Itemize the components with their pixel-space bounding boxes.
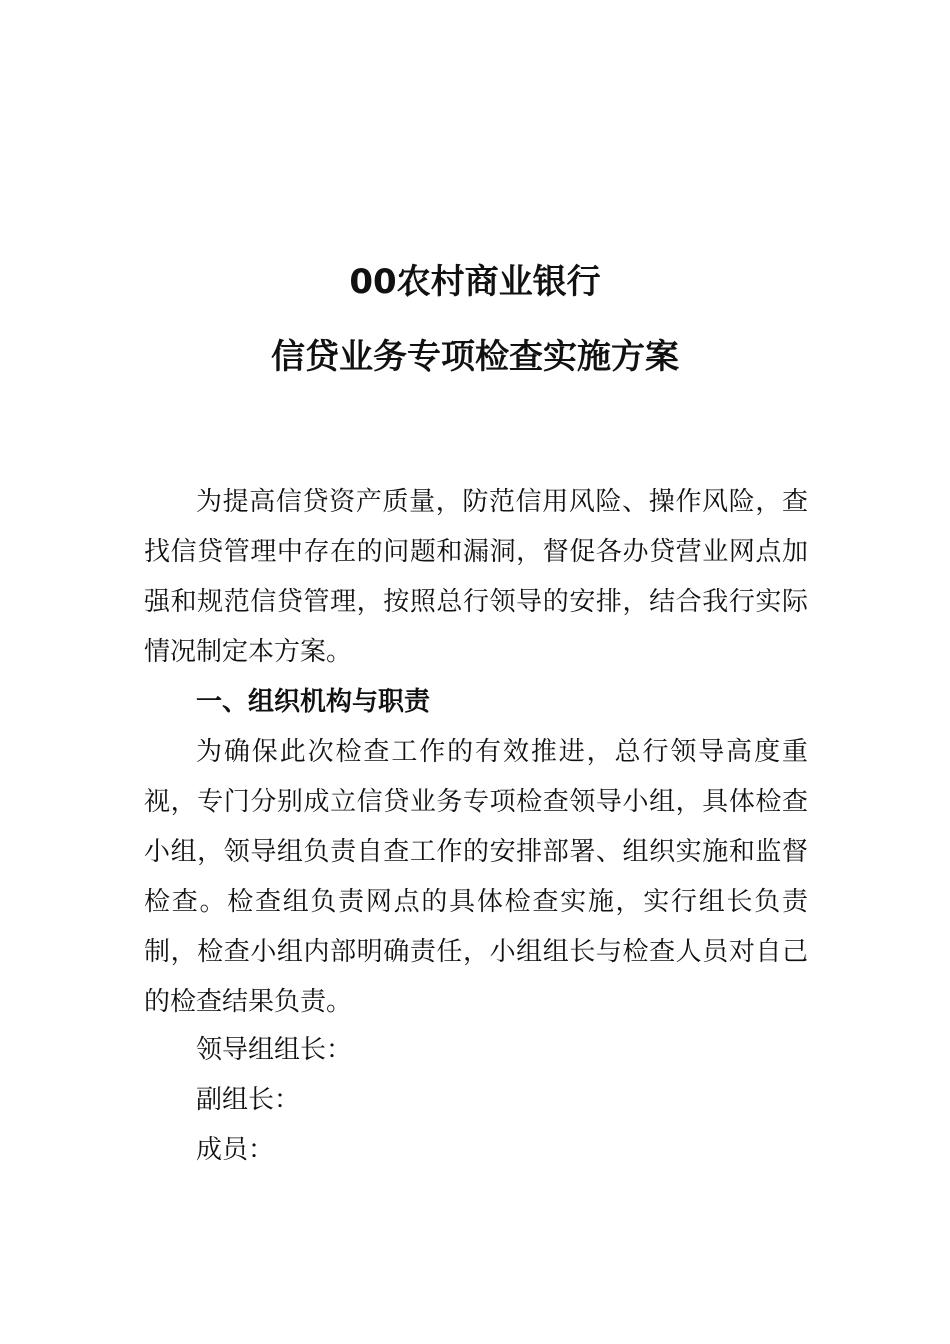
deputy-field-label: 副组长：	[196, 1085, 301, 1115]
document-title-plan: 信贷业务专项检查实施方案	[271, 337, 679, 377]
leader-field-label: 领导组组长：	[196, 1035, 353, 1065]
document-title-bank: 00农村商业银行	[349, 262, 601, 302]
section-heading-organization: 一、组织机构与职责	[196, 687, 431, 717]
organization-paragraph: 为确保此次检查工作的有效推进，总行领导高度重视，专门分别成立信贷业务专项检查领导小组，具体检查小组，领导组负责自查工作的安排部署、组织实施和监督检查。检查组负责网点的具体检查实施，实行组长负责制，检查小组内部明确责任，小组组长与检查人员对自己的检查结果负责。	[144, 737, 808, 1017]
intro-paragraph: 为提高信贷资产质量，防范信用风险、操作风险，查找信贷管理中存在的问题和漏洞，督促各办贷营业网点加强和规范信贷管理，按照总行领导的安排，结合我行实际情况制定本方案。	[144, 487, 808, 667]
members-field-label: 成员：	[196, 1135, 275, 1165]
